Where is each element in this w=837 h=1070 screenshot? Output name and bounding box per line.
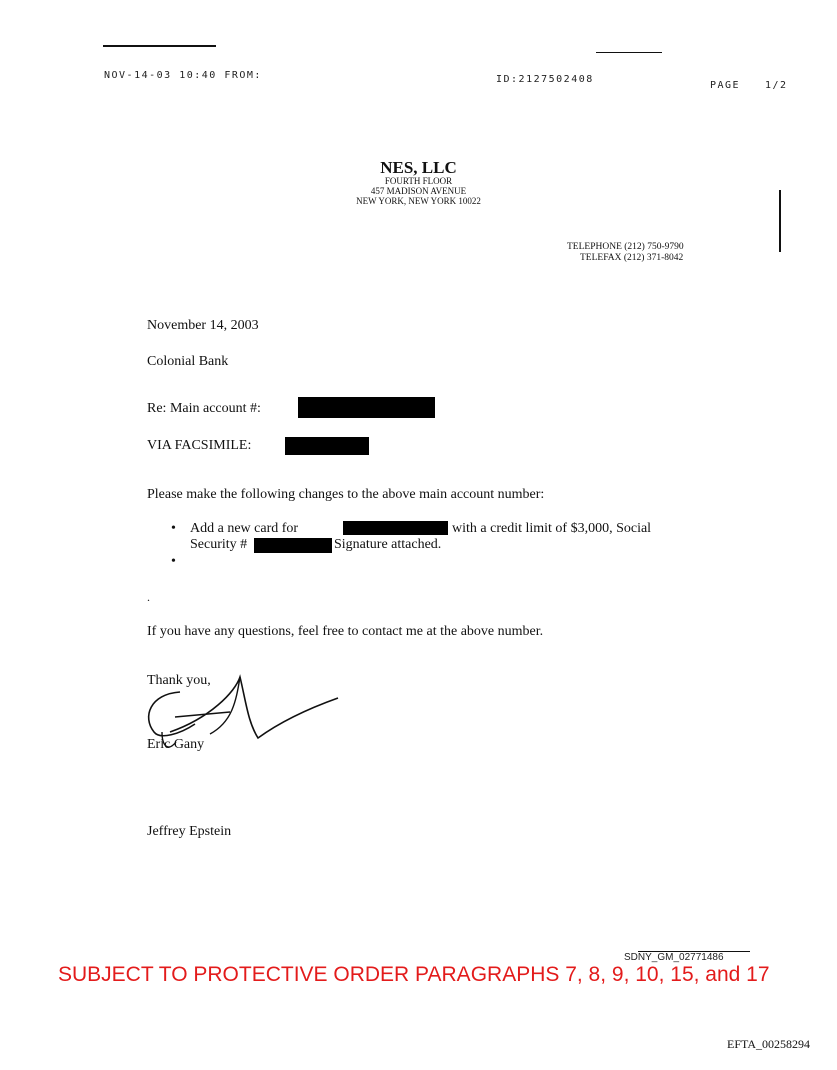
stray-dot: .: [147, 590, 150, 604]
bullet1-security-label: Security #: [190, 537, 248, 552]
second-name: Jeffrey Epstein: [147, 824, 232, 839]
bates-number: SDNY_GM_02771486: [624, 952, 724, 963]
fax-header-timestamp: NOV-14-03 10:40 FROM:: [104, 70, 262, 81]
efta-document-id: EFTA_00258294: [727, 1037, 811, 1051]
intro-paragraph: Please make the following changes to the above main account number:: [147, 487, 545, 502]
handwritten-signature: [140, 672, 350, 772]
letter-date: November 14, 2003: [147, 318, 259, 333]
signer-name: Eric Gany: [147, 737, 205, 752]
address-line-2: 457 MADISON AVENUE: [370, 186, 467, 196]
telephone-number: TELEPHONE (212) 750-9790: [567, 242, 684, 252]
via-facsimile-label: VIA FACSIMILE:: [147, 438, 252, 453]
company-name: NES, LLC: [380, 158, 457, 177]
address-line-3: NEW YORK, NEW YORK 10022: [356, 196, 481, 206]
redaction-account-number: [298, 397, 435, 418]
redaction-fax-number: [285, 437, 369, 455]
fax-header-id: ID:2127502408: [496, 74, 594, 85]
re-account-label: Re: Main account #:: [147, 401, 261, 416]
top-left-rule: [103, 45, 216, 47]
recipient-name: Colonial Bank: [147, 354, 229, 369]
telefax-number: TELEFAX (212) 371-8042: [580, 253, 684, 263]
bullet1-text-start: Add a new card for: [190, 521, 299, 536]
top-right-rule: [596, 52, 662, 53]
fax-header-page-label: PAGE: [710, 80, 741, 91]
address-line-1: FOURTH FLOOR: [384, 176, 453, 186]
bullet-marker-2: •: [171, 554, 176, 569]
closing-paragraph: If you have any questions, feel free to contact me at the above number.: [147, 624, 544, 639]
protective-order-stamp: SUBJECT TO PROTECTIVE ORDER PARAGRAPHS 7, 8, 9, 10, 15, and 17: [58, 963, 770, 986]
fax-header-page-number: 1/2: [765, 80, 788, 91]
bullet1-text-end: with a credit limit of $3,000, Social: [452, 521, 652, 536]
bullet-marker-1: •: [171, 521, 176, 536]
sign-off: Thank you,: [147, 673, 211, 688]
redaction-social-security: [254, 538, 332, 553]
bullet1-signature-note: Signature attached.: [334, 537, 442, 552]
redaction-cardholder-name: [343, 521, 448, 535]
